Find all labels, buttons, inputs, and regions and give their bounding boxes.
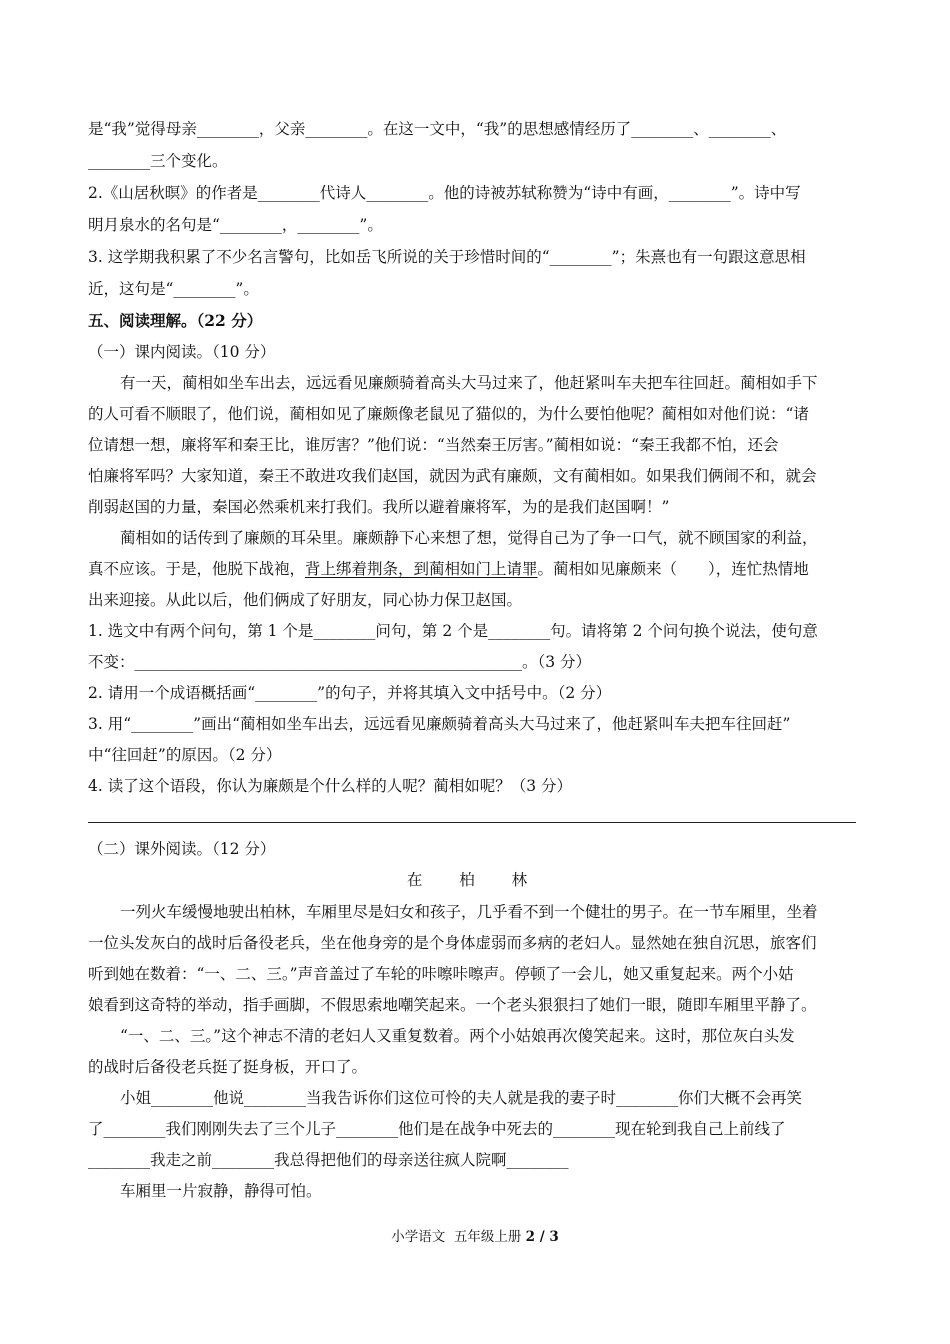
question-3-line-2: 中“往回赶”的原因。（2 分） [88,746,282,764]
passage2-line-7: 小姐________他说________当我告诉你们这位可怜的夫人就是我的妻子时________你们大概不会再笑 [120,1089,803,1107]
passage1-line-8: 出来迎接。从此以后，他们俩成了好朋友，同心协力保卫赵国。 [88,591,523,609]
line-1: 是“我”觉得母亲________，父亲________。在这一文中，“我”的思想感情经历了________、________、 [88,120,787,138]
passage1-line-4: 怕廉将军吗？大家知道，秦王不敢进攻我们赵国，就因为武有廉颇，文有蔺相如。如果我们俩闹不和，就会 [88,467,817,485]
subsection-in-class: （一）课内阅读。（10 分） [88,343,276,361]
passage1-line-1: 有一天，蔺相如坐车出去，远远看见廉颇骑着高头大马过来了，他赶紧叫车夫把车往回赶。蔺相如手下 [120,374,818,392]
passage2-line-10: 车厢里一片寂静，静得可怕。 [120,1182,322,1200]
passage1-line-6: 蔺相如的话传到了廉颇的耳朵里。廉颇静下心来想了想，觉得自己为了争一口气，就不顾国家的利益， [120,529,818,547]
passage2-line-3: 听到她在数着：“一、二、三。”声音盖过了车轮的咔嚓咔嚓声。停顿了一会儿，她又重复起来。两个小姑 [88,965,794,983]
line-5: 3. 这学期我积累了不少名言警句，比如岳飞所说的关于珍惜时间的“________”；朱熹也有一句跟这意思相 [88,248,806,266]
question-4: 4. 读了这个语段，你认为廉颇是个什么样的人呢？蔺相如呢？（3 分） [88,777,573,795]
question-1-line-2: 不变：__________________________________________________。（3 分） [88,653,592,671]
footer-subject: 小学语文 [391,1229,446,1245]
passage1-line-7-start: 真不应该。于是，他脱下战袍， [88,560,306,578]
passage1-line-2: 的人可看不顺眼了，他们说，蔺相如见了廉颇像老鼠见了猫似的，为什么要怕他呢？蔺相如对他们说：“诸 [88,405,809,423]
line-2: ________三个变化。 [88,152,228,170]
passage2-line-8: 了________我们刚刚失去了三个儿子________他们是在战争中死去的________现在轮到我自己上前线了 [88,1120,786,1138]
line-4: 明月泉水的名句是“________，________”。 [88,216,383,234]
answer-rule [88,822,856,823]
line-6: 近，这句是“________”。 [88,280,259,298]
story-title: 在 柏 林 [406,871,544,889]
underlined-sentence: 背上绑着荆条，到蔺相如门上请罪 [305,560,538,578]
footer-page-number: 2 / 3 [525,1229,559,1245]
passage2-line-6: 的战时后备役老兵挺了挺身板，开口了。 [88,1058,368,1076]
footer-grade: 五年级上册 [453,1229,522,1245]
passage2-line-9: ________我走之前________我总得把他们的母亲送往疯人院啊________ [88,1151,569,1169]
passage2-line-4: 娘看到这奇特的举动，指手画脚，不假思索地嘲笑起来。一个老头狠狠扫了她们一眼，随即车厢里平静了。 [88,996,817,1014]
line-3: 2.《山居秋暝》的作者是________代诗人________。他的诗被苏轼称赞为“诗中有画，________”。诗中写 [88,184,801,202]
subsection-extracurricular: （二）课外阅读。（12 分） [88,840,276,858]
passage1-line-7 [88,559,809,579]
section-heading: 五、阅读理解。（22 分） [88,311,263,330]
passage2-line-5: “一、二、三。”这个神志不清的老妇人又重复数着。两个小姑娘再次傻笑起来。这时，那位灰白头发 [120,1027,795,1045]
passage2-line-2: 一位头发灰白的战时后备役老兵，坐在他身旁的是个身体虚弱而多病的老妇人。显然她在独自沉思，旅客们 [88,934,817,952]
question-1-line-1: 1. 选文中有两个问句，第 1 个是________问句，第 2 个是________句。请将第 2 个问句换个说法，使句意 [88,622,818,640]
question-2: 2. 请用一个成语概括画“________”的句子，并将其填入文中括号中。（2 分） [88,684,612,702]
passage1-line-7-end: 。蔺相如见廉颇来（ ），连忙热情地 [537,560,809,578]
passage1-line-3: 位请想一想，廉将军和秦王比，谁厉害？”他们说：“当然秦王厉害。”蔺相如说：“秦王我都不怕，还会 [88,436,779,454]
passage2-line-1: 一列火车缓慢地驶出柏林，车厢里尽是妇女和孩子，几乎看不到一个健壮的男子。在一节车厢里，坐着 [120,903,818,921]
question-3-line-1: 3. 用“________”画出“蔺相如坐车出去，远远看见廉颇骑着高头大马过来了，他赶紧叫车夫把车往回赶” [88,715,791,733]
passage1-line-5: 削弱赵国的力量，秦国必然乘机来打我们。我所以避着廉将军，为的是我们赵国啊！” [88,498,670,516]
page-footer [0,1228,950,1246]
